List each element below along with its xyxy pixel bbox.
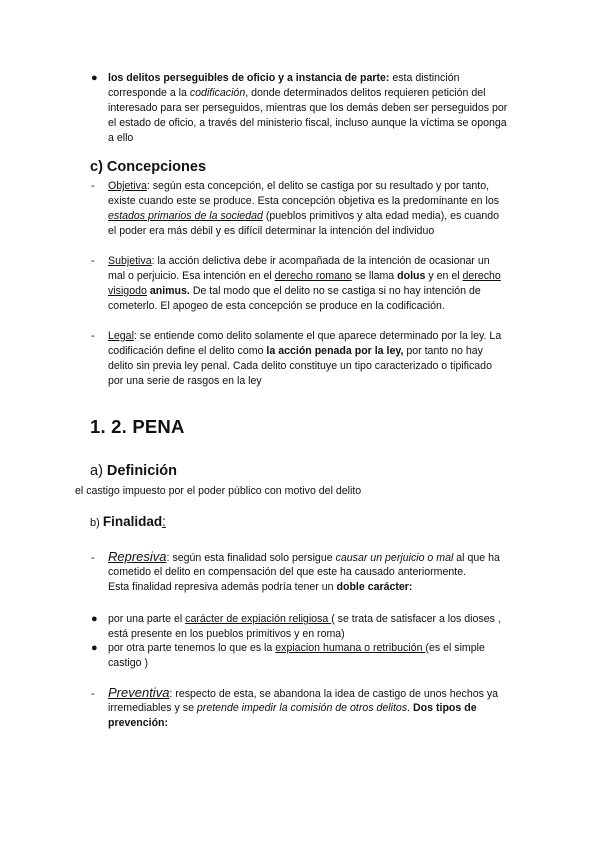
- bullet2-line1: [108, 641, 485, 657]
- dash-icon: -: [91, 552, 95, 564]
- finalidad-colon: :: [162, 514, 166, 529]
- legal-line2: [108, 344, 483, 360]
- preventiva-bold1: Dos tipos de: [413, 702, 477, 714]
- bullet1-text-a: por una parte el: [108, 613, 186, 625]
- preventiva-text2a: irremediables y se: [108, 702, 197, 714]
- preventiva-text2b: .: [407, 702, 414, 714]
- link-expiacion-humana[interactable]: expiacion humana o retribución: [275, 642, 426, 654]
- item1-text2: corresponde a la: [108, 87, 190, 99]
- subjetiva-line2: [108, 269, 501, 285]
- item1-text3: , donde determinados delitos requieren petición del: [245, 87, 486, 99]
- legal-text2a: codificación define el delito como: [108, 345, 267, 357]
- objetiva-line3: [108, 209, 499, 225]
- subjetiva-line3: [108, 284, 481, 300]
- represiva-text2: al que ha: [453, 552, 500, 564]
- dash-icon: -: [91, 688, 95, 700]
- preventiva-line2: [108, 701, 477, 717]
- heading-pena: 1. 2. PENA: [90, 416, 185, 437]
- item1-line2: [108, 86, 486, 102]
- subjetiva-line1: [108, 254, 490, 270]
- legal-line4: por una serie de rasgos en la ley: [108, 375, 262, 387]
- legal-text1: : se entiende como delito solamente el que aparece determinado por la ley. La: [133, 330, 502, 342]
- link-derecho-romano[interactable]: derecho romano: [274, 270, 352, 282]
- subjetiva-bold-animus: animus.: [149, 285, 190, 297]
- bullet1-text-b: ( se trata de satisfacer a los dioses ,: [331, 613, 501, 625]
- objetiva-line2: existe cuando este se produce. Esta concepción objetiva es la predominante en los: [108, 195, 500, 207]
- represiva-line2: cometido el delito en compensación del que este ha causado anteriormente.: [108, 566, 467, 578]
- represiva-term: Represiva: [108, 549, 167, 564]
- preventiva-text1: : respecto de esta, se abandona la idea de castigo de unos hechos ya: [169, 688, 499, 700]
- objetiva-line4: el poder era más débil y es difícil determinar la intención del individuo: [108, 225, 435, 237]
- objetiva-italic: estados primarios de la sociedad: [108, 210, 263, 222]
- heading-concepciones: c) Concepciones: [90, 159, 207, 175]
- heading-definicion: [90, 463, 177, 479]
- bullet2-line2: castigo ): [108, 657, 149, 669]
- bullet-icon: ●: [91, 642, 98, 654]
- subjetiva-bold-dolus: dolus: [397, 270, 426, 282]
- finalidad-prefix: b): [90, 517, 103, 529]
- legal-line3: delito sin previa ley penal. Cada delito constituye un tipo caracterizado o tipificado: [108, 360, 492, 372]
- bullet1-line2: está presente en los pueblos primitivos y en roma): [108, 628, 345, 640]
- objetiva-line1: [108, 179, 489, 195]
- dash-icon: -: [91, 255, 95, 267]
- represiva-bold: doble carácter:: [336, 581, 413, 593]
- represiva-italic: causar un perjuicio o mal: [335, 552, 454, 564]
- item1-line5: a ello: [108, 132, 134, 144]
- bullet1-line1: [108, 612, 501, 628]
- bullet-icon: ●: [91, 72, 98, 84]
- item1-line3: interesado para ser perseguidos, mientras que los demás deben ser perseguidos por: [108, 102, 508, 114]
- link-derecho[interactable]: derecho: [462, 270, 501, 282]
- heading-finalidad: [90, 514, 166, 529]
- item1-bold: los delitos perseguibles de oficio y a instancia de parte:: [108, 72, 390, 84]
- represiva-text1: : según esta finalidad solo persigue: [166, 552, 336, 564]
- legal-term: Legal: [108, 330, 134, 342]
- preventiva-term: Preventiva: [108, 685, 170, 700]
- subjetiva-text2a: mal o perjuicio. Esa intención en el: [108, 270, 275, 282]
- preventiva-line1: [108, 685, 498, 703]
- represiva-line1: [108, 549, 500, 567]
- preventiva-line3: prevención:: [108, 717, 169, 729]
- subjetiva-text2c: y en el: [425, 270, 463, 282]
- subjetiva-text3b: De tal modo que el delito no se castiga si no hay intención de: [189, 285, 481, 297]
- subjetiva-line4: cometerlo. El apogeo de esta concepción se produce en la codificación.: [108, 300, 445, 312]
- preventiva-italic: pretende impedir la comisión de otros delitos: [196, 702, 408, 714]
- finalidad-title: Finalidad: [102, 514, 163, 529]
- dash-icon: -: [91, 180, 95, 192]
- objetiva-text3: (pueblos primitivos y alta edad media), es cuando: [262, 210, 500, 222]
- represiva-text3: Esta finalidad represiva además podría tener un: [108, 581, 337, 593]
- definicion-title: Definición: [106, 463, 178, 479]
- item1-line4: el estado de oficio, a través del ministerio fiscal, incluso aunque la víctima se oponga: [108, 117, 507, 129]
- item1-text1: esta distinción: [389, 72, 460, 84]
- link-expiacion-religiosa[interactable]: carácter de expiación religiosa: [185, 613, 332, 625]
- bullet2-text-a: por otra parte tenemos lo que es la: [108, 642, 276, 654]
- objetiva-text1: : según esta concepción, el delito se castiga por su resultado y por tanto,: [146, 180, 490, 192]
- bullet2-text-b: (es el simple: [425, 642, 485, 654]
- subjetiva-text2b: se llama: [351, 270, 398, 282]
- legal-bold: la acción penada por la ley,: [266, 345, 404, 357]
- link-visigodo[interactable]: visigodo: [108, 285, 147, 297]
- legal-text2b: por tanto no hay: [403, 345, 483, 357]
- objetiva-term: Objetiva: [108, 180, 147, 192]
- definicion-text: el castigo impuesto por el poder público con motivo del delito: [75, 485, 362, 497]
- represiva-line3: [108, 580, 412, 596]
- dash-icon: -: [91, 330, 95, 342]
- definicion-prefix: a): [90, 463, 107, 479]
- subjetiva-text1: : la acción delictiva debe ir acompañada de la intención de ocasionar un: [151, 255, 490, 267]
- subjetiva-term: Subjetiva: [108, 255, 152, 267]
- legal-line1: [108, 329, 501, 345]
- item1-line1: [108, 71, 459, 87]
- item1-italic: codificación: [189, 87, 246, 99]
- bullet-icon: ●: [91, 613, 98, 625]
